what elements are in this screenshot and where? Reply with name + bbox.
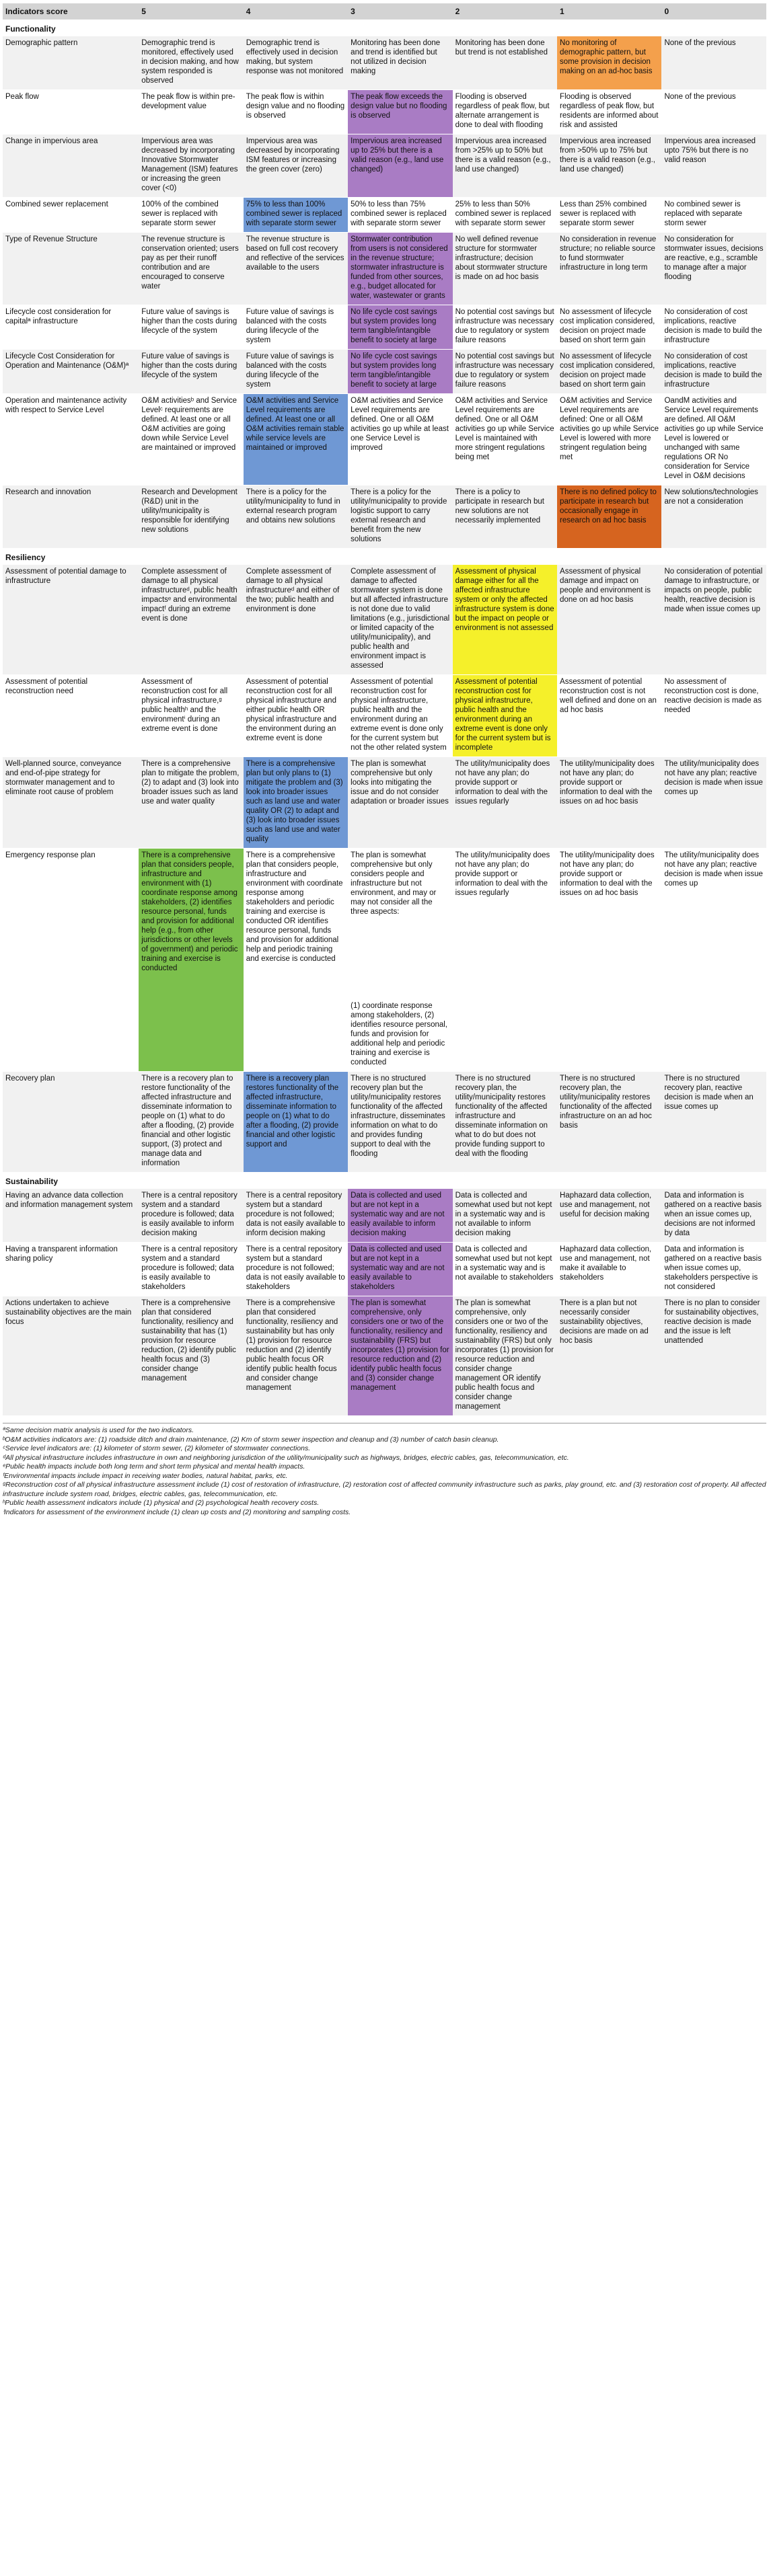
section-row <box>3 20 766 36</box>
score-cell-2: No potential cost savings but infrastructure was necessary due to regulatory or system failure reasons <box>453 305 557 350</box>
score-cell-4: There is a central repository system but a standard procedure is not followed; data is not easily available to inform decision making <box>244 1189 348 1243</box>
score-cell-2: The plan is somewhat comprehensive, only considers one or two of the functionality, resiliency and sustainability (FRS) but only incorporates (1) provision for resource reduction and consider change management OR identify public health focus and consider change management <box>453 1296 557 1416</box>
score-cell-3: 50% to less than 75% combined sewer is replaced with separate storm sewer <box>348 198 452 233</box>
score-cell-0: None of the previous <box>661 90 766 134</box>
table-row <box>3 394 766 485</box>
table-row <box>3 90 766 134</box>
score-cell-1: Assessment of physical damage and impact on people and environment is done on ad hoc basis <box>557 565 661 675</box>
score-cell-0: None of the previous <box>661 36 766 90</box>
score-cell-5: Future value of savings is higher than the costs during lifecycle of the system <box>139 350 243 394</box>
score-cell-4: There is a policy for the utility/municipality to fund in external research program and obtains new solutions <box>244 485 348 549</box>
score-cell-4: The peak flow is within design value and no flooding is observed <box>244 90 348 134</box>
score-cell-5: There is a comprehensive plan that considered functionality, resiliency and sustainability that has (1) provision for resource reduction, (2) identify public health focus and (3) consider change management <box>139 1296 243 1416</box>
footnote: ʰPublic health assessment indicators include (1) physical and (2) psychological health recovery costs. <box>3 1499 320 1507</box>
indicator-name: Emergency response plan <box>3 849 139 1072</box>
score-cell-2: Assessment of physical damage either for all the affected infrastructure system or only the affected infrastructure system is done but the impact on people or environment is not assessed <box>453 565 557 675</box>
score-cell-2: Data is collected and somewhat used but not kept in a systematic way and is not available to stakeholders <box>453 1243 557 1296</box>
header-score-4: 4 <box>244 3 348 20</box>
score-cell-1: The utility/municipality does not have any plan; do provide support or information to deal with the issues on ad hoc basis <box>557 849 661 1072</box>
indicator-name: Demographic pattern <box>3 36 139 90</box>
score-cell-3: Monitoring has been done and trend is identified but not utilized in decision making <box>348 36 452 90</box>
score-cell-4: Demographic trend is effectively used in decision making, but system response was not monitored <box>244 36 348 90</box>
score-cell-5: Complete assessment of damage to all physical infrastructureᵈ, public health impactsᵉ and environmental impactᶠ during an extreme event is done <box>139 565 243 675</box>
score-cell-5: Demographic trend is monitored, effectively used in decision making, and how system responded is observed <box>139 36 243 90</box>
score-cell-2: The utility/municipality does not have any plan; do provide support or information to deal with the issues regularly <box>453 849 557 1072</box>
indicator-name: Having an advance data collection and information management system <box>3 1189 139 1243</box>
score-cell-1: There is no defined policy to participate in research but occasionally engage in research on ad hoc basis <box>557 485 661 549</box>
score-cell-3: There is no structured recovery plan but the utility/municipality restores functionality of the affected infrastructure, disseminates information on what to do and provides funding support to deal with the flooding <box>348 1072 452 1173</box>
score-cell-1: There is no structured recovery plan, the utility/municipality restores functionality of the affected infrastructure on an ad hoc basis <box>557 1072 661 1173</box>
table-row <box>3 565 766 675</box>
footnote: ᵈAll physical infrastructure includes infrastructure in own and neighboring jurisdiction of the utility/municipality such as highways, bridges, electric cables, gas, telecommunication, etc. <box>3 1453 569 1462</box>
score-cell-0: Impervious area increased upto 75% but there is no valid reason <box>661 134 766 198</box>
score-cell-0: There is no plan to consider for sustainability objectives, reactive decision is made and the issue is left unattended <box>661 1296 766 1416</box>
footnote: ªSame decision matrix analysis is used for the two indicators. <box>3 1426 194 1434</box>
table-row <box>3 36 766 90</box>
score-cell-5: There is a central repository system and a standard procedure is followed; data is easily available to inform decision making <box>139 1189 243 1243</box>
score-cell-4: Impervious area was decreased by incorporating ISM features or increasing the green cover (zero) <box>244 134 348 198</box>
score-cell-0: New solutions/technologies are not a consideration <box>661 485 766 549</box>
section-title: Functionality <box>3 20 766 36</box>
score-cell-2: Assessment of potential reconstruction cost for physical infrastructure, public health and the environment during an extreme event is done only for the current system but is incomplete <box>453 675 557 757</box>
indicator-name: Well-planned source, conveyance and end-of-pipe strategy for stormwater management and to eliminate root cause of problem <box>3 757 139 849</box>
footnotes <box>3 1423 766 1517</box>
header-row <box>3 3 766 20</box>
score-cell-5: Future value of savings is higher than the costs during lifecycle of the system <box>139 305 243 350</box>
score-cell-5: 100% of the combined sewer is replaced with separate storm sewer <box>139 198 243 233</box>
score-cell-0: No combined sewer is replaced with separate storm sewer <box>661 198 766 233</box>
score-cell-5: There is a central repository system and a standard procedure is followed; data is easily available to stakeholders <box>139 1243 243 1296</box>
table-row <box>3 1072 766 1173</box>
table-row <box>3 1189 766 1243</box>
score-cell-1: No assessment of lifecycle cost implication considered, decision on project made based on short term gain <box>557 305 661 350</box>
table-row <box>3 849 766 1072</box>
score-cell-5: There is a recovery plan to restore functionality of the affected infrastructure and disseminate information to people on (1) what to do after a flooding, (2) provide financial and other logistic support, (3) protect and manage data and information <box>139 1072 243 1173</box>
score-cell-4: 75% to less than 100% combined sewer is replaced with separate storm sewer <box>244 198 348 233</box>
score-cell-1: No assessment of lifecycle cost implication considered, decision on project made based on short term gain <box>557 350 661 394</box>
score-cell-0: No consideration of potential damage to infrastructure, or impacts on people, public health, reactive decision is made when issue comes up <box>661 565 766 675</box>
header-score-3: 3 <box>348 3 452 20</box>
score-cell-3: Data is collected and used but are not kept in a systematic way and are not easily available to stakeholders <box>348 1243 452 1296</box>
decision-matrix-table <box>3 3 766 1416</box>
score-cell-3: There is a policy for the utility/municipality to provide logistic support to carry external research and benefit from the new solutions <box>348 485 452 549</box>
indicator-name: Lifecycle cost consideration for capitalª infrastructure <box>3 305 139 350</box>
score-cell-2: No well defined revenue structure for stormwater infrastructure; decision about stormwater structure is made on ad hoc basis <box>453 233 557 305</box>
score-cell-0: No consideration of cost implications, reactive decision is made to build the infrastructure <box>661 350 766 394</box>
score-cell-0: No assessment of reconstruction cost is done, reactive decision is made as needed <box>661 675 766 757</box>
footnote: ᵇO&M activities indicators are: (1) roadside ditch and drain maintenance, (2) Km of storm sewer inspection and cleanup and (3) number of catch basin cleanup. <box>3 1435 499 1444</box>
indicator-name: Actions undertaken to achieve sustainability objectives are the main focus <box>3 1296 139 1416</box>
score-cell-4: There is a comprehensive plan but only plans to (1) mitigate the problem and (3) look into broader issues such as land use and water quality OR (2) to adapt and (3) look into broader issues such as land use and water quality <box>244 757 348 849</box>
score-cell-1: Flooding is observed regardless of peak flow, but residents are informed about risk and assisted <box>557 90 661 134</box>
score-cell-1: Haphazard data collection, use and management, not make it available to stakeholders <box>557 1243 661 1296</box>
section-title: Sustainability <box>3 1173 766 1189</box>
score-cell-4: Complete assessment of damage to all physical infrastructureᵈ and either of the two; public health and environment is done <box>244 565 348 675</box>
footnote: ᶠEnvironmental impacts include impact in receiving water bodies, natural habitat, parks, etc. <box>3 1471 288 1480</box>
score-cell-2: O&M activities and Service Level requirements are defined. One or all O&M activities go up while Service Level is maintained with more stringent regulations being met <box>453 394 557 485</box>
table-row <box>3 134 766 198</box>
header-score-2: 2 <box>453 3 557 20</box>
score-cell-3: No life cycle cost savings but system provides long term tangible/intangible benefit to society at large <box>348 305 452 350</box>
footnote: ᵍReconstruction cost of all physical infrastructure assessment include (1) cost of restoration of infrastructure, (2) restoration cost of affected community infrastructure such as parks, play ground, etc. and (3) restoration cost of property. All affected infrastructure include system road, bridges, electric cables, gas, telecommunication, etc. <box>3 1481 766 1498</box>
score-cell-1: The utility/municipality does not have any plan; do provide support or information to deal with the issues on ad hoc basis <box>557 757 661 849</box>
score-cell-0: No consideration for stormwater issues, decisions are reactive, e.g., scramble to manage after a major flooding <box>661 233 766 305</box>
table-row <box>3 1243 766 1296</box>
score-cell-4: O&M activities and Service Level requirements are defined. At least one or all O&M activities remain stable while service levels are maintained or improved <box>244 394 348 485</box>
indicator-name: Peak flow <box>3 90 139 134</box>
score-cell-1: No consideration in revenue structure; no reliable source to fund stormwater infrastructure in long term <box>557 233 661 305</box>
score-cell-1: Less than 25% combined sewer is replaced with separate storm sewer <box>557 198 661 233</box>
table-row <box>3 1296 766 1416</box>
score-cell-3: O&M activities and Service Level requirements are defined. One or all O&M activities go up while at least one Service Level is improved <box>348 394 452 485</box>
indicator-name: Assessment of potential damage to infrastructure <box>3 565 139 675</box>
score-cell-3: The plan is somewhat comprehensive but only considers people and infrastructure but not environment, and may or may not consider all the three aspects: (1) coordinate response among stakeholders, (2) identifies resource personal, funds and provision for additional help and periodic training and exercise is conducted <box>348 849 452 1072</box>
score-cell-3: Stormwater contribution from users is not considered in the revenue structure; stormwater infrastructure is funded from other sources, e.g., budget allocated for water, wastewater or grants <box>348 233 452 305</box>
score-cell-5: There is a comprehensive plan to mitigate the problem, (2) to adapt and (3) look into broader issues such as land use and water quality <box>139 757 243 849</box>
header-score-5: 5 <box>139 3 243 20</box>
score-cell-5: The peak flow is within pre-development value <box>139 90 243 134</box>
indicator-name: Recovery plan <box>3 1072 139 1173</box>
score-cell-3: Assessment of potential reconstruction cost for physical infrastructure, public health and the environment during an extreme event is done only for the current system but not the other related system <box>348 675 452 757</box>
section-title: Resiliency <box>3 549 766 565</box>
score-cell-4: Assessment of potential reconstruction cost for all physical infrastructure and either public health OR physical infrastructure and the environment during an extreme event is done <box>244 675 348 757</box>
header-score-1: 1 <box>557 3 661 20</box>
table-row <box>3 233 766 305</box>
score-cell-0: OandM activities and Service Level requirements are defined. All O&M activities go up while Service Level is lowered or unchanged with same regulations OR No consideration for Service Level in O&M decisions <box>661 394 766 485</box>
score-cell-4: Future value of savings is balanced with the costs during lifecycle of the system <box>244 350 348 394</box>
score-cell-4: There is a comprehensive plan that considers people, infrastructure and environment with coordinate response among stakeholders and periodic training and exercise is conducted OR identifies resource personal, funds and provision for additional help and periodic training and exercise is conducted <box>244 849 348 1072</box>
score-cell-4: There is a recovery plan restores functionality of the affected infrastructure, disseminate information to people on (1) what to do after a flooding, (2) provide financial and other logistic support and <box>244 1072 348 1173</box>
indicator-name: Type of Revenue Structure <box>3 233 139 305</box>
table-row <box>3 198 766 233</box>
score-cell-0: Data and information is gathered on a reactive basis when issue comes up, stakeholders perspective is not considered <box>661 1243 766 1296</box>
indicator-name: Assessment of potential reconstruction need <box>3 675 139 757</box>
table-row <box>3 350 766 394</box>
score-cell-4: Future value of savings is balanced with the costs during lifecycle of the system <box>244 305 348 350</box>
indicator-name: Research and innovation <box>3 485 139 549</box>
score-cell-1: O&M activities and Service Level requirements are defined: One or all O&M activities go up while Service Level is lowered with more stringent regulation being met <box>557 394 661 485</box>
score-cell-2: Flooding is observed regardless of peak flow, but alternate arrangement is done to deal with flooding <box>453 90 557 134</box>
score-cell-0: The utility/municipality does not have any plan; reactive decision is made when issue comes up <box>661 849 766 1072</box>
score-cell-5: Research and Development (R&D) unit in the utility/municipality is responsible for identifying new solutions <box>139 485 243 549</box>
score-cell-3: The plan is somewhat comprehensive, only considers one or two of the functionality, resiliency and sustainability (FRS) but incorporates (1) provision for resource reduction and (2) identify public health focus and (3) consider change management <box>348 1296 452 1416</box>
section-row <box>3 549 766 565</box>
section-row <box>3 1173 766 1189</box>
score-cell-2: 25% to less than 50% combined sewer is replaced with separate storm sewer <box>453 198 557 233</box>
score-cell-2: There is no structured recovery plan, the utility/municipality restores functionality of the affected infrastructure and disseminate information on what to do but does not provide funding support to deal with the flooding <box>453 1072 557 1173</box>
score-cell-4: There is a comprehensive plan that considered functionality, resiliency and sustainability but has only (1) provision for resource reduction and (2) identify public health focus OR identify public health focus and consider change management <box>244 1296 348 1416</box>
score-cell-3: The plan is somewhat comprehensive but only looks into mitigating the issue and do not consider adaptation or broader issues <box>348 757 452 849</box>
score-cell-3: No life cycle cost savings but system provides long term tangible/intangible benefit to society at large <box>348 350 452 394</box>
score-cell-1: No monitoring of demographic pattern, but some provision in decision making on an ad-hoc basis <box>557 36 661 90</box>
score-cell-3: Data is collected and used but are not kept in a systematic way and are not easily available to inform decision making <box>348 1189 452 1243</box>
header-indicators-score: Indicators score <box>3 3 139 20</box>
matrix-body <box>3 20 766 1416</box>
header-score-0: 0 <box>661 3 766 20</box>
score-cell-5: There is a comprehensive plan that considers people, infrastructure and environment with (1) coordinate response among stakeholders, (2) identifies resource personal, funds and provision for additional help (e.g., from other jurisdictions or other levels of government) and periodic training and exercise is conducted <box>139 849 243 1072</box>
score-cell-3: Complete assessment of damage to affected stormwater system is done but all affected infrastructure is not done due to valid limitations (e.g., jurisdictional or limited capacity of the utility/municipality), and public health and environment impact is assessed <box>348 565 452 675</box>
score-cell-5: O&M activitiesᵇ and Service Levelᶜ requirements are defined. At least one or all O&M activities are going down while Service Level are maintained or improved <box>139 394 243 485</box>
table-row <box>3 485 766 549</box>
score-cell-0: Data and information is gathered on a reactive basis when an issue comes up, decisions are not informed by data <box>661 1189 766 1243</box>
score-cell-1: Impervious area increased from >50% up to 75% but there is a valid reason (e.g., land use changed) <box>557 134 661 198</box>
footnote: ⁱIndicators for assessment of the environment include (1) clean up costs and (2) monitoring and sampling costs. <box>3 1508 351 1516</box>
score-cell-1: Assessment of potential reconstruction cost is not well defined and done on an ad hoc basis <box>557 675 661 757</box>
score-cell-2: Impervious area increased from >25% up to 50% but there is a valid reason (e.g., land use changed) <box>453 134 557 198</box>
score-cell-5: Impervious area was decreased by incorporating Innovative Stormwater Management (ISM) features or increasing the green cover (<0) <box>139 134 243 198</box>
score-cell-0: No consideration of cost implications, reactive decision is made to build the infrastructure <box>661 305 766 350</box>
table-row <box>3 675 766 757</box>
footnote: ᵉPublic health impacts include both long term and short term physical and mental health impacts. <box>3 1462 305 1471</box>
score-cell-0: There is no structured recovery plan, reactive decision is made when an issue comes up <box>661 1072 766 1173</box>
table-row <box>3 305 766 350</box>
indicator-name: Change in impervious area <box>3 134 139 198</box>
score-cell-2: Monitoring has been done but trend is not established <box>453 36 557 90</box>
score-cell-0: The utility/municipality does not have any plan; reactive decision is made when issue comes up <box>661 757 766 849</box>
footnote: ᶜService level indicators are: (1) kilometer of storm sewer, (2) kilometer of stormwater connections. <box>3 1444 311 1452</box>
indicator-name: Combined sewer replacement <box>3 198 139 233</box>
score-cell-5: Assessment of reconstruction cost for all physical infrastructure,ᵍ public healthʰ and the environmentⁱ during an extreme event is done <box>139 675 243 757</box>
score-cell-2: The utility/municipality does not have any plan; do provide support or information to deal with the issues regularly <box>453 757 557 849</box>
score-cell-4: The revenue structure is based on full cost recovery and reflective of the services available to the users <box>244 233 348 305</box>
score-cell-1: There is a plan but not necessarily consider sustainability objectives, decisions are made on ad hoc basis <box>557 1296 661 1416</box>
score-cell-2: No potential cost savings but infrastructure was necessary due to regulatory or system failure reasons <box>453 350 557 394</box>
score-cell-2: Data is collected and somewhat used but not kept in a systematic way and is not available to inform decision making <box>453 1189 557 1243</box>
score-cell-3: Impervious area increased up to 25% but there is a valid reason (e.g., land use changed) <box>348 134 452 198</box>
score-cell-5: The revenue structure is conservation oriented; users pay as per their runoff contribution and are encouraged to conserve water <box>139 233 243 305</box>
score-cell-1: Haphazard data collection, use and management, not useful for decision making <box>557 1189 661 1243</box>
table-row <box>3 757 766 849</box>
score-cell-3: The peak flow exceeds the design value but no flooding is observed <box>348 90 452 134</box>
score-cell-4: There is a central repository system but a standard procedure is not followed; data is not easily available to stakeholders <box>244 1243 348 1296</box>
score-cell-2: There is a policy to participate in research but new solutions are not necessarily implemented <box>453 485 557 549</box>
indicator-name: Operation and maintenance activity with respect to Service Level <box>3 394 139 485</box>
indicator-name: Lifecycle Cost Consideration for Operation and Maintenance (O&M)ª <box>3 350 139 394</box>
indicator-name: Having a transparent information sharing policy <box>3 1243 139 1296</box>
